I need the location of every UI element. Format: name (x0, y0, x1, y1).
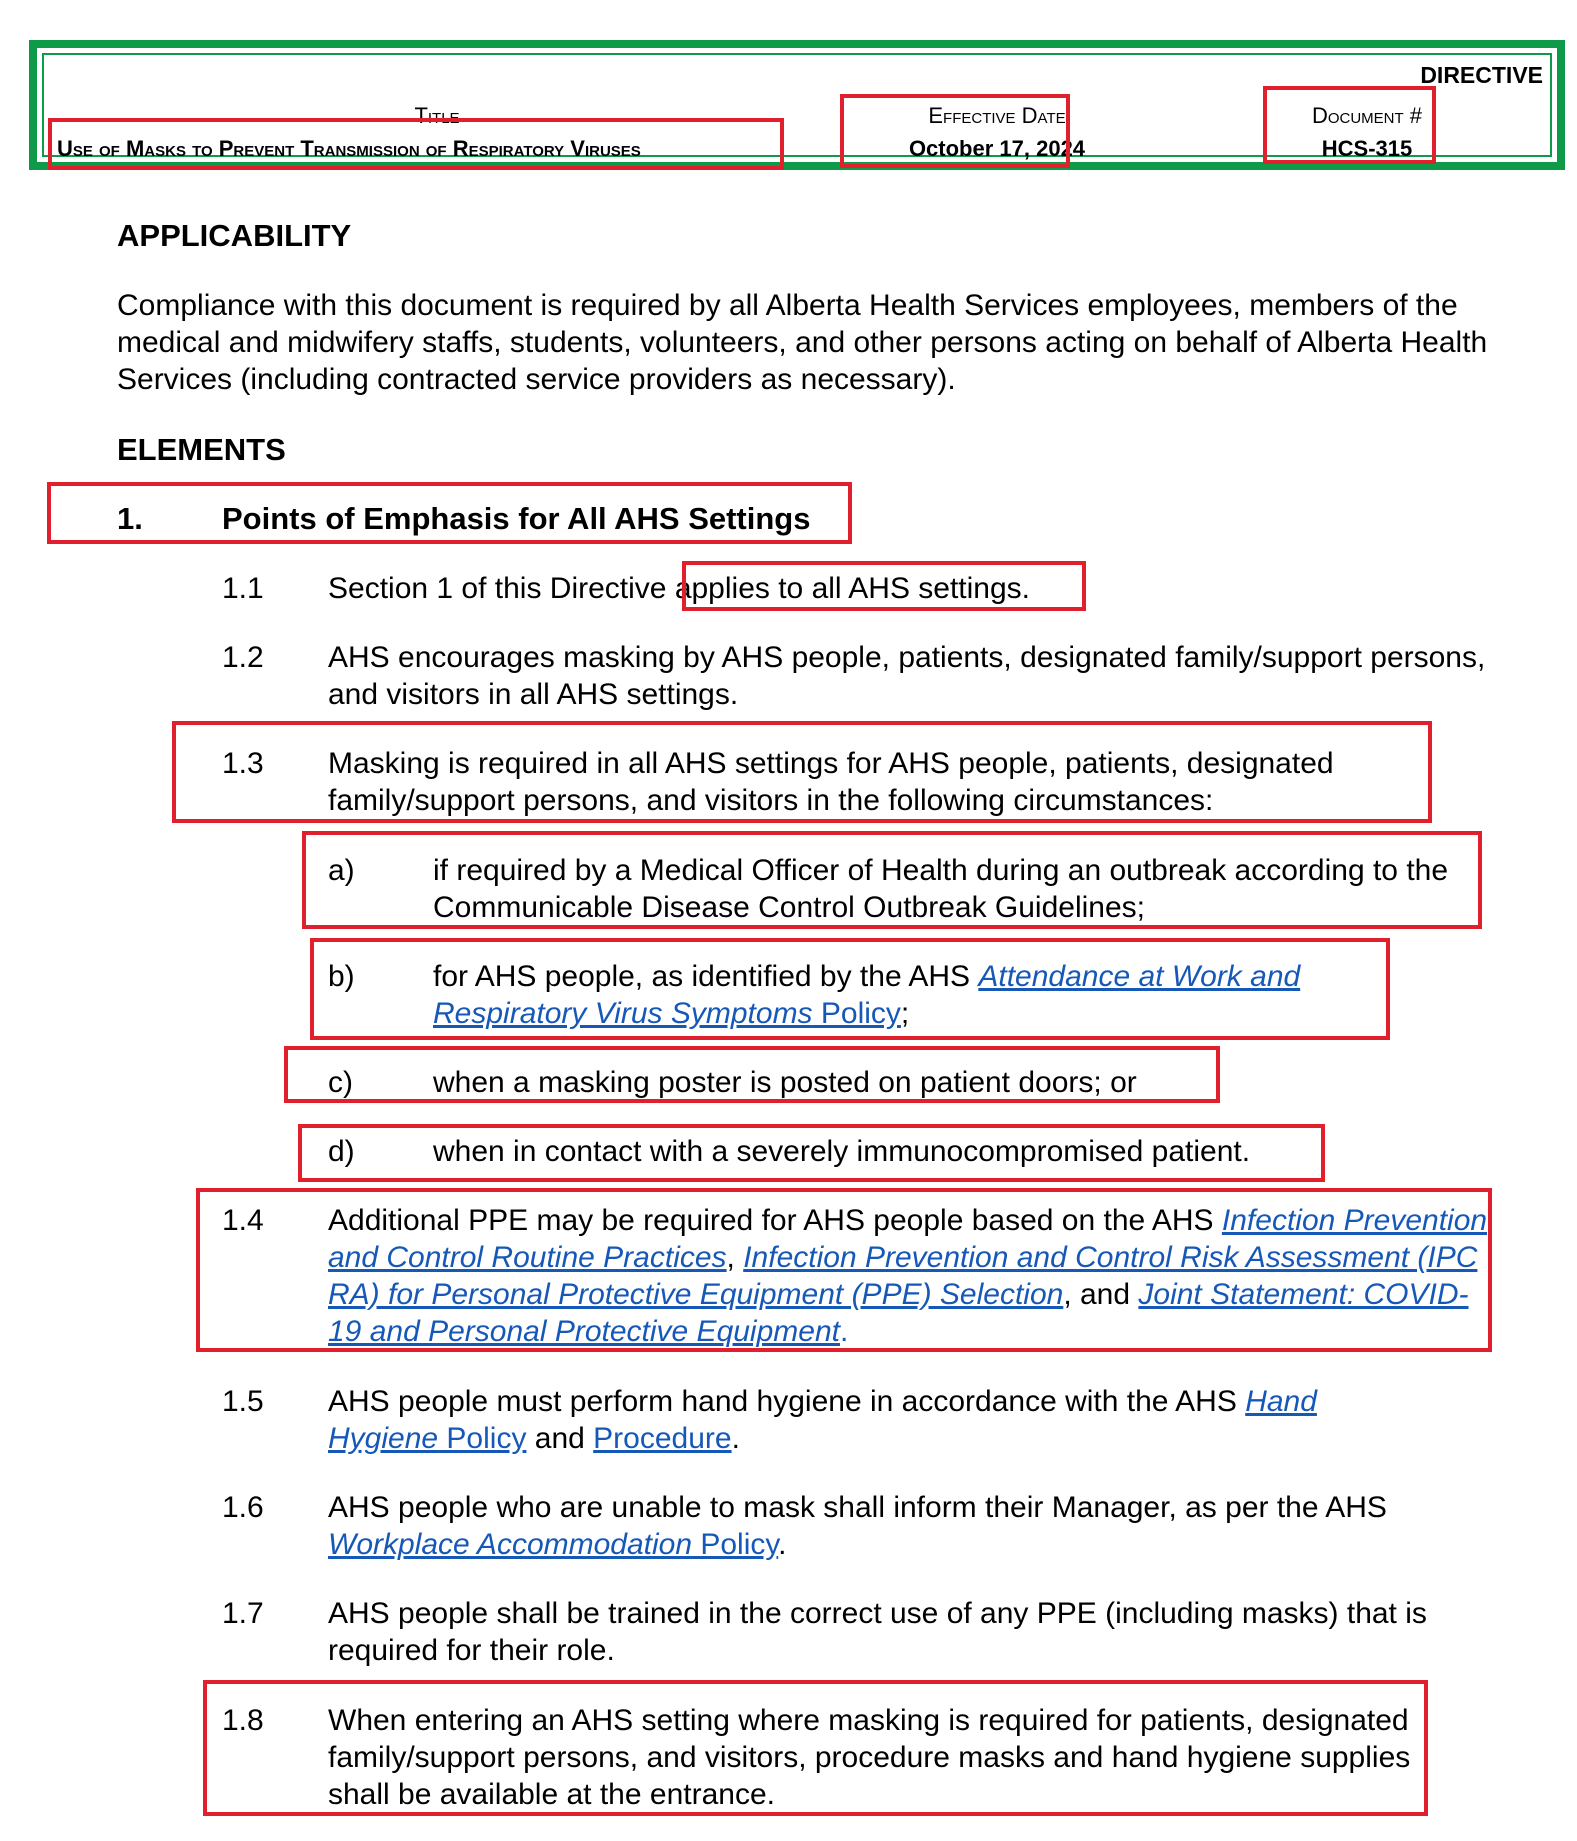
item-text: AHS people shall be trained in the correct use of any PPE (including masks) that is required for their role. (328, 1597, 1427, 1667)
annotation-box-section-title (47, 482, 852, 544)
item-text (328, 1489, 1500, 1563)
text-segment: , and (1063, 1278, 1139, 1311)
annotation-box-item-c (284, 1046, 1220, 1103)
text-segment: . (839, 1315, 849, 1348)
item-number: 1.7 (222, 1597, 264, 1630)
text-segment: . (778, 1528, 787, 1561)
link-italic-part: Attendance at Work and Respiratory Virus Symptoms (433, 960, 1301, 1030)
item-text: Masking is required in all AHS settings for AHS people, patients, designated family/support persons, and visitors in the following circumstances: (328, 747, 1334, 817)
annotation-box-item-1-4 (196, 1188, 1492, 1352)
link-plain-part: Policy (438, 1422, 527, 1455)
elements-heading: ELEMENTS (117, 432, 286, 467)
sub-item-letter: d) (328, 1135, 355, 1168)
link-italic-part: Hand Hygiene (328, 1385, 1317, 1455)
text-segment: for AHS people, as identified by the AHS (433, 960, 979, 993)
link-plain-part: Policy (812, 997, 901, 1030)
effective-date-value: October 17, 2024 (908, 136, 1086, 161)
item-text (328, 1383, 1408, 1457)
link-italic-part: Joint Statement: COVID-19 and Personal Protective Equipment (328, 1278, 1469, 1348)
document-type: DIRECTIVE (1420, 62, 1543, 88)
workplace-accommodation-policy-link[interactable] (328, 1528, 778, 1561)
section-title: Points of Emphasis for All AHS Settings (222, 501, 811, 536)
item-number: 1.5 (222, 1385, 264, 1418)
item-number: 1.1 (222, 572, 264, 605)
link-italic-part: Infection Prevention and Control Routine Practices (328, 1204, 1488, 1274)
item-text: Section 1 of this Directive applies to all AHS settings. (328, 572, 1031, 605)
sub-item-text: when a masking poster is posted on patient doors; or (433, 1066, 1137, 1099)
item-number: 1.8 (222, 1704, 264, 1737)
applicability-heading: APPLICABILITY (117, 218, 352, 253)
item-text: When entering an AHS setting where masking is required for patients, designated family/support persons, and visitors, procedure masks and hand hygiene supplies shall be available at the entrance. (328, 1704, 1411, 1811)
item-number: 1.6 (222, 1491, 264, 1524)
annotation-box-title (48, 118, 784, 170)
text-segment: AHS people must perform hand hygiene in accordance with the AHS (328, 1385, 1246, 1418)
annotation-box-document-number (1263, 86, 1436, 164)
item-number: 1.2 (222, 641, 264, 674)
applicability-text: Compliance with this document is required by all Alberta Health Services employees, members of the medical and midwifery staffs, students, volunteers, and other persons acting on behalf of Alberta Health Services (including contracted service providers as necessary). (117, 289, 1488, 396)
sub-item-letter: a) (328, 854, 355, 887)
text-segment: ; (900, 997, 910, 1030)
effective-date-label: Effective Date (928, 103, 1066, 128)
annotation-box-item-b (310, 938, 1390, 1040)
text-segment: . (731, 1422, 740, 1455)
link-italic-part: Infection Prevention and Control Risk Assessment (IPC RA) for Personal Protective Equipment (PPE) Selection (328, 1241, 1478, 1311)
annotation-box-item-1-3 (172, 721, 1432, 823)
title-value: Use of Masks to Prevent Transmission of Respiratory Viruses (57, 136, 641, 161)
sub-item-text: if required by a Medical Officer of Health during an outbreak according to the Communicable Disease Control Outbreak Guidelines; (433, 854, 1449, 924)
link-italic-part: Workplace Accommodation (328, 1528, 693, 1561)
title-label: Title (414, 103, 460, 128)
section-number: 1. (117, 501, 143, 536)
text-segment: Additional PPE may be required for AHS people based on the AHS (328, 1204, 1222, 1237)
annotation-box-effective-date (840, 94, 1070, 168)
sub-item-letter: c) (328, 1066, 353, 1099)
text-segment: AHS people who are unable to mask shall inform their Manager, as per the AHS (328, 1491, 1387, 1524)
sub-item-text: when in contact with a severely immunocompromised patient. (433, 1135, 1251, 1168)
text-segment: and (526, 1422, 594, 1455)
document-number-value: HCS-315 (1321, 136, 1413, 161)
item-number: 1.3 (222, 747, 264, 780)
link-plain-part: Policy (692, 1528, 779, 1561)
annotation-box-item-1-1 (682, 561, 1086, 611)
annotation-box-item-d (298, 1124, 1325, 1182)
item-number: 1.4 (222, 1204, 264, 1237)
text-segment: , (726, 1241, 744, 1274)
annotation-box-item-a (302, 831, 1482, 929)
sub-item-letter: b) (328, 960, 355, 993)
annotation-box-item-1-8 (203, 1680, 1428, 1816)
hand-hygiene-procedure-link[interactable]: Procedure (593, 1422, 732, 1455)
item-text: AHS encourages masking by AHS people, patients, designated family/support persons, and visitors in all AHS settings. (328, 641, 1486, 711)
document-number-label: Document # (1311, 103, 1423, 128)
